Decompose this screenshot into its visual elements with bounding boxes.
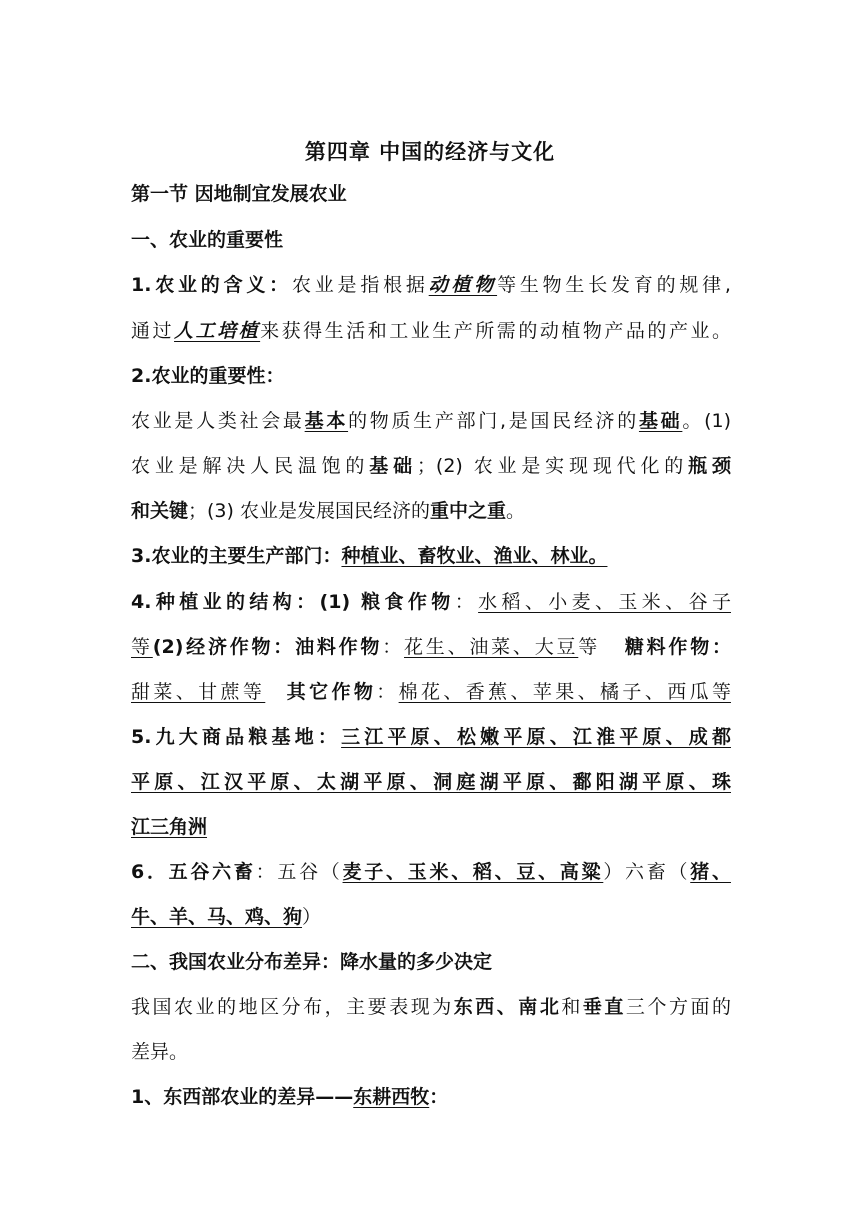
economic-label: (2)经济作物: [152, 636, 274, 658]
sectors-label: 3.农业的主要生产部门：: [131, 545, 342, 567]
text: 的物质生产部门,是国民经济的: [348, 410, 639, 432]
text: ）: [302, 906, 322, 928]
paragraph-crops-line3: [131, 678, 731, 706]
paragraph-definition-line1: [131, 271, 731, 299]
grain-bases-value: 三江平原、松嫩平原、江淮平原、成都: [341, 726, 731, 748]
paragraph-distribution-line2: 差异。: [131, 1041, 189, 1063]
chapter-title: 第四章 中国的经济与文化: [304, 140, 556, 164]
east-west-value: 东耕西牧: [353, 1086, 430, 1108]
paragraph-distribution-line1: [131, 993, 731, 1021]
other-value: 棉花、香蕉、苹果、橘子、西瓜等: [398, 681, 731, 703]
paragraph-grain-bases-line1: [131, 723, 731, 751]
definition-label: 1.农业的含义：: [131, 274, 292, 296]
paragraph-definition-line2: [131, 317, 731, 345]
animals-value: 猪、: [690, 861, 731, 883]
text: 来获得生活和工业生产所需的动植物产品的产业。: [260, 320, 731, 342]
text: 农业是指根据: [291, 274, 429, 296]
paragraph-importance-line3: [131, 497, 731, 525]
animals-value-cont: 牛、羊、马、鸡、狗: [131, 906, 303, 928]
text: 我国农业的地区分布，主要表现为: [131, 996, 454, 1018]
sugar-value: 甜菜、甘蔗等: [131, 681, 266, 703]
keyword: 重中之重: [429, 500, 506, 522]
text: 和: [561, 996, 583, 1018]
other-label: 其它作物: [283, 681, 377, 703]
text: 五谷（: [277, 861, 343, 883]
paragraph-sectors: [131, 542, 731, 570]
text: ；(3) 农业是发展国民经济的: [188, 500, 430, 522]
grain-value: 水稻、小麦、玉米、谷子: [478, 591, 731, 613]
keyword: 基础: [369, 455, 417, 477]
paragraph-importance-line1: [131, 407, 731, 435]
text: 。: [506, 500, 526, 522]
section-title: 第一节 因地制宜发展农业: [131, 183, 347, 205]
heading-distribution: 二、我国农业分布差异：降水量的多少决定: [131, 951, 493, 973]
paragraph-crops-line2: [131, 633, 731, 661]
oil-label: ：油料作物: [273, 636, 383, 658]
keyword: 垂直: [582, 996, 626, 1018]
text: 等生物生长发育的规律,: [497, 274, 731, 296]
text: 等: [578, 636, 601, 658]
text: 三个方面的: [625, 996, 731, 1018]
paragraph-east-west: [131, 1083, 731, 1111]
sugar-label: 糖料作物：: [622, 636, 731, 658]
text: 通过: [131, 320, 175, 342]
text: 农业是人类社会最: [131, 410, 305, 432]
text: ：: [255, 861, 278, 883]
keyword: 基础: [638, 410, 683, 432]
keyword: 基本: [304, 410, 349, 432]
grains-value: 麦子、玉米、稻、豆、高粱: [342, 861, 604, 883]
crops-label: 4.种植业的结构：: [131, 591, 320, 613]
grain-value-cont: 等: [131, 636, 153, 658]
grains-animals-label: 6．五谷六畜: [131, 861, 256, 883]
paragraph-grains-animals-line1: [131, 858, 731, 886]
oil-value: 花生、油菜、大豆: [404, 636, 579, 658]
keyword: 东西、南北: [453, 996, 562, 1018]
grain-bases-label: 5.九大商品粮基地：: [131, 726, 342, 748]
east-west-label: 1、东西部农业的差异——: [131, 1086, 354, 1108]
heading-importance: 一、农业的重要性: [131, 229, 284, 251]
text: ：: [376, 681, 399, 703]
sectors-value: 种植业、畜牧业、渔业、林业。: [341, 545, 608, 567]
paragraph-grains-animals-line2: [131, 903, 731, 931]
grain-label: (1) 粮食作物: [319, 591, 455, 613]
paragraph-grain-bases-line3: 江三角洲: [131, 816, 208, 838]
keyword: 人工培植: [174, 320, 261, 342]
paragraph-grain-bases-line2: 平原、江汉平原、太湖平原、洞庭湖平原、鄱阳湖平原、珠: [131, 771, 731, 793]
text: 。(1): [682, 410, 731, 432]
importance-label: 2.农业的重要性：: [131, 365, 285, 387]
text: 农业是解决人民温饱的: [131, 455, 370, 477]
keyword: 瓶颈: [688, 455, 731, 477]
text: ：: [429, 1086, 449, 1108]
text: ）六畜（: [603, 861, 691, 883]
paragraph-crops-line1: [131, 588, 731, 616]
text: ：: [382, 636, 405, 658]
text: ；(2) 农业是实现现代化的: [416, 455, 689, 477]
keyword: 和关键: [131, 500, 189, 522]
keyword: 动植物: [428, 274, 498, 296]
paragraph-importance-line2: [131, 452, 731, 480]
text: ：: [454, 591, 479, 613]
